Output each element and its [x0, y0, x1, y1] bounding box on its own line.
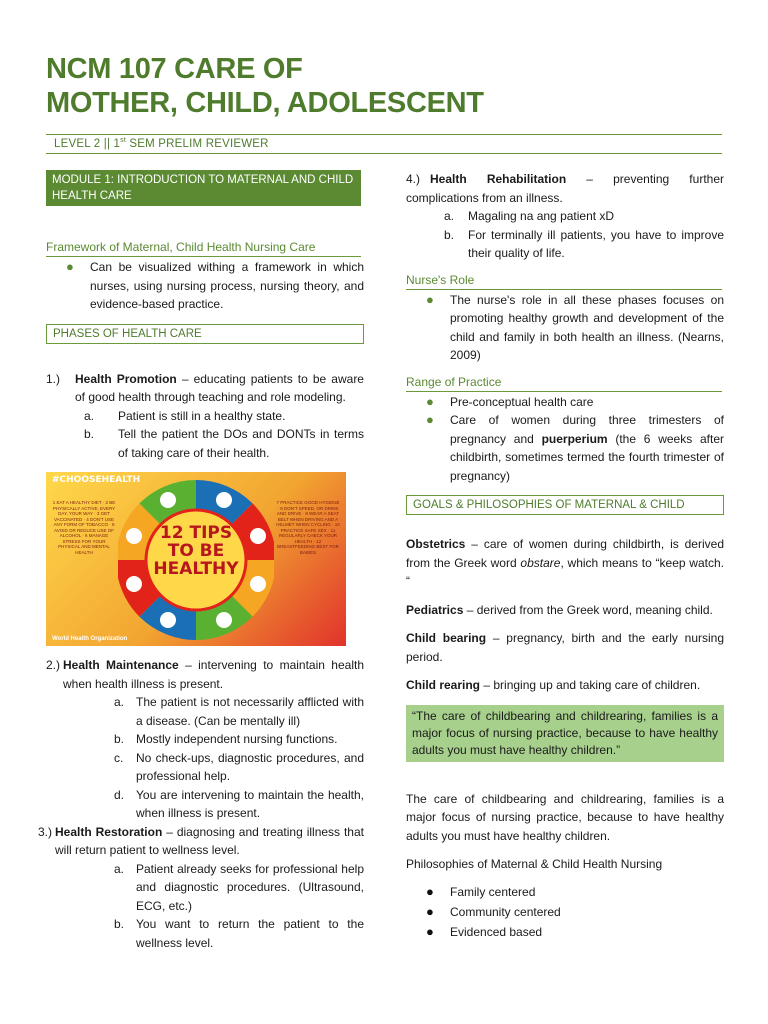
module-title-box: MODULE 1: INTRODUCTION TO MATERNAL AND CHILD HEALTH CARE	[46, 170, 361, 206]
framework-list	[46, 258, 364, 314]
bullet-icon: ●	[426, 412, 434, 427]
poster-tips-right: 7 PRACTICE GOOD HYGIENE · 8 DON'T SPEED, OR DRINK AND DRIVE · 9 WEAR A SEAT BELT WHEN DRIVING AND A HELMET WHEN CYCLING · 10 PRACTICE SAFE SEX · 11 REGULARLY CHECK YOUR HEALTH · 12 BREASTFEEDING BEST FOR BABIES	[276, 500, 340, 555]
list-item: ● The nurse's role in all these phases focuses on promoting healthy growth and development of the child and family in both health an illness. (Nearns, 2009)	[426, 291, 724, 362]
highlighted-quote: “The care of childbearing and childrearing, families is a major focus of nursing practice, because to have healthy adults you must have healthy children.”	[406, 705, 724, 762]
list-item: a. Patient is still in a healthy state.	[84, 408, 286, 423]
document-title	[46, 52, 726, 120]
poster-hashtag: #CHOOSEHEALTH	[52, 475, 141, 485]
list-item: ● Family centered	[406, 882, 724, 902]
bullet-icon: ●	[426, 923, 434, 939]
title-divider	[46, 134, 722, 135]
list-item: c. No check-ups, diagnostic procedures, and professional help.	[114, 750, 364, 783]
bullet-icon: ●	[426, 903, 434, 919]
phase-health-rehabilitation: 4.) Health Rehabilitation – preventing further complications from an illness.	[406, 172, 724, 205]
nurses-role-heading: Nurse's Role	[406, 273, 722, 290]
right-column	[406, 170, 724, 942]
nurses-role-list	[406, 291, 724, 365]
poster-center-title: 12 TIPS TO BE HEALTHY	[153, 523, 239, 579]
list-item: b. Mostly independent nursing functions.	[114, 732, 338, 746]
child-rearing-definition: Child rearing – bringing up and taking care of children.	[406, 678, 701, 692]
bullet-icon: ●	[66, 259, 74, 274]
list-item: ● Evidenced based	[406, 922, 724, 942]
obstetrics-definition: Obstetrics – care of women during childbirth, is derived from the Greek word obstare, which means to “keep watch. “	[406, 537, 724, 588]
subtitle-divider	[46, 153, 722, 154]
list-item: b. Tell the patient the DOs and DONTs in terms of taking care of their health.	[84, 427, 364, 460]
bullet-icon: ●	[426, 393, 434, 409]
left-column	[38, 170, 364, 952]
phase-health-promotion: 1.) Health Promotion – educating patients to be aware of good health through teaching and role modeling.	[46, 371, 364, 404]
child-bearing-definition: Child bearing – pregnancy, birth and the early nursing period.	[406, 631, 724, 664]
list-item: a. Patient already seeks for professional help and diagnostic procedures. (Ultrasound, ECG, etc.)	[114, 861, 364, 913]
list-item: b. For terminally ill patients, you have to improve their quality of life.	[444, 227, 724, 260]
pediatrics-definition: Pediatrics – derived from the Greek word, meaning child.	[406, 602, 713, 617]
goals-section-box: GOALS & PHILOSOPHIES OF MATERNAL & CHILD	[406, 495, 724, 515]
list-item: ● Can be visualized withing a framework in which nurses, using nursing process, nursing theory, and evidence-based practice.	[66, 259, 364, 311]
phase-health-maintenance: 2.) Health Maintenance – intervening to maintain health when health illness is present.	[46, 658, 364, 691]
philosophies-list	[406, 882, 724, 942]
title-line-1: NCM 107 CARE OF	[46, 53, 303, 85]
title-line-2: MOTHER, CHILD, ADOLESCENT	[46, 87, 484, 119]
health-tips-poster	[46, 472, 346, 646]
list-item: ● Community centered	[406, 902, 724, 922]
bullet-icon: ●	[426, 883, 434, 899]
phase-health-restoration: 3.) Health Restoration – diagnosing and treating illness that will return patient to wellness level.	[38, 824, 364, 857]
list-item: a. Magaling na ang patient xD	[444, 209, 615, 223]
bullet-icon: ●	[426, 291, 434, 307]
range-of-practice-list	[406, 393, 724, 486]
poster-tips-left: 1 EAT A HEALTHY DIET · 2 BE PHYSICALLY ACTIVE, EVERY DAY, YOUR WAY · 3 GET VACCINATED · 4 DON'T USE ANY FORM OF TOBACCO · 5 AVOID OR REDUCE USE OF ALCOHOL · 6 MANAGE STRESS FOR YOUR PHYSICAL AND MENTAL HEALTH	[52, 500, 116, 555]
document-subtitle: LEVEL 2 || 1st SEM PRELIM REVIEWER	[54, 137, 269, 150]
philosophies-heading: Philosophies of Maternal & Child Health Nursing	[406, 857, 663, 871]
who-logo-text: World Health Organization	[52, 636, 128, 642]
list-item: ● Pre-conceptual health care	[406, 393, 724, 412]
list-item: a. The patient is not necessarily afflicted with a disease. (Can be mentally ill)	[114, 695, 364, 728]
range-of-practice-heading: Range of Practice	[406, 375, 722, 392]
phases-section-box: PHASES OF HEALTH CARE	[46, 324, 364, 344]
care-paragraph: The care of childbearing and childrearing, families is a major focus of nursing practice, because to have healthy adults you must have healthy children.	[406, 791, 724, 843]
list-item: d. You are intervening to maintain the health, when illness is present.	[114, 787, 364, 820]
list-item: ● Care of women during three trimesters of pregnancy and puerperium (the 6 weeks after childbirth, sometimes termed the fourth trimester of pregnancy)	[426, 412, 724, 483]
framework-heading: Framework of Maternal, Child Health Nursing Care	[46, 240, 361, 257]
list-item: b. You want to return the patient to the wellness level.	[114, 917, 364, 950]
